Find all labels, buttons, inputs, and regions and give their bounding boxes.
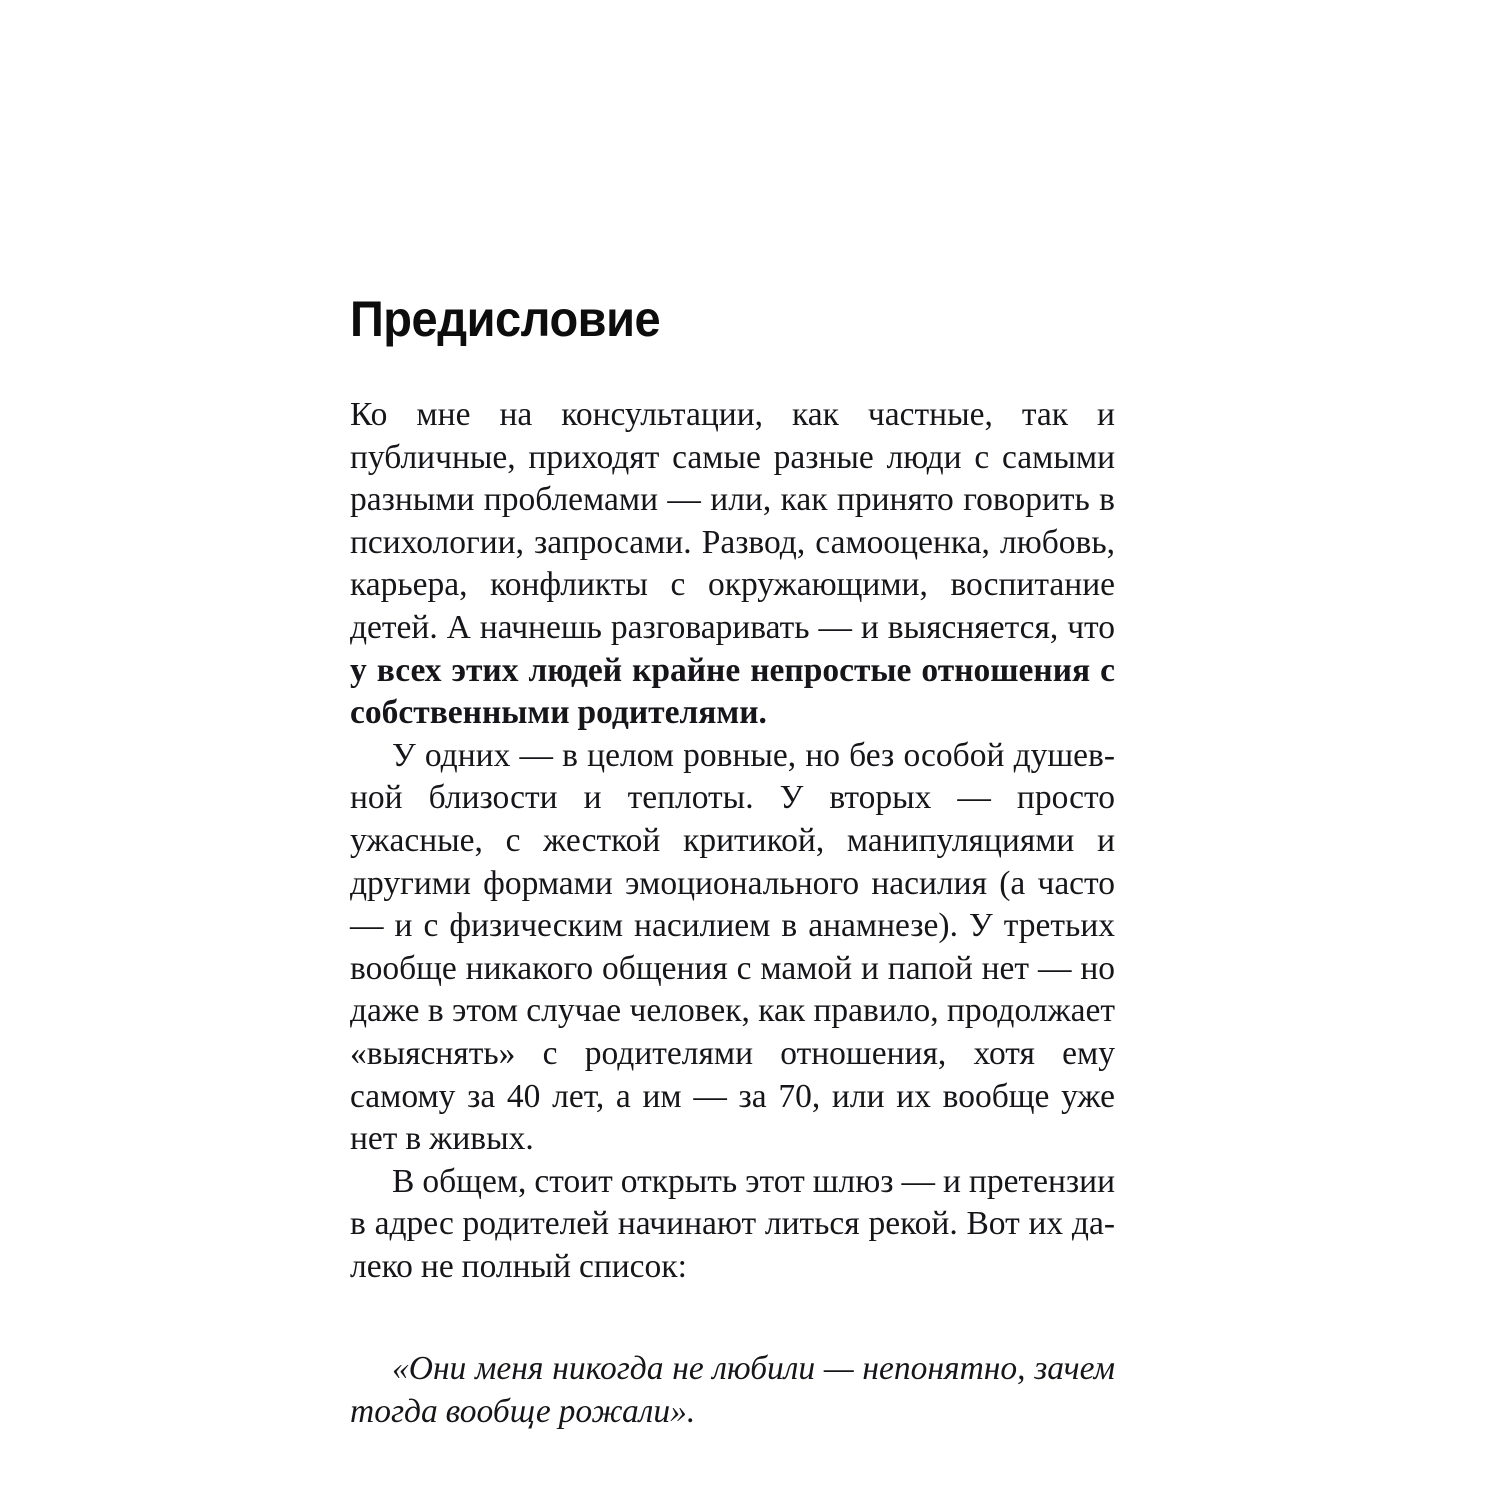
- body-copy: [350, 394, 1115, 1288]
- paragraph-1-run-regular: Ко мне на консультации, как частные, так и публичные, приходят самые разные люди с самыми разными проблемами — или, как принято говорить в психологии, запросами. Развод, самооценка, любовь, карьера, конфликты с окружающими, воспитание детей. А начнешь разговаривать — и выясняется, что: [350, 396, 1115, 646]
- paragraph-1: [350, 394, 1115, 735]
- paragraph-3-run-regular: В общем, стоит открыть этот шлюз — и претензии в адрес родителей начинают литься рекой. Вот их далеко не полный список:: [350, 1162, 1115, 1285]
- paragraph-1-run-bold: у всех этих людей крайне непростые отношения с собственными родителями.: [350, 651, 1115, 732]
- page-title: Предисловие: [350, 291, 661, 347]
- paragraph-2: [350, 735, 1115, 1161]
- paragraph-2-run-regular: У одних — в целом ровные, но без особой душевной близости и теплоты. У вторых — просто ужасные, с жесткой критикой, манипуляциями и другими формами эмоционального насилия (а часто — и с физическим насилием в анамнезе). У третьих вообще никакого общения с мамой и папой нет — но даже в этом случае человек, как правило, продолжает «выяснять» с родителями отношения, хотя ему самому за 40 лет, а им — за 70, или их вообще уже нет в живых.: [350, 736, 1115, 1158]
- text-column: [350, 0, 1115, 1434]
- paragraph-3: [350, 1161, 1115, 1289]
- quote-block: [350, 1348, 1115, 1433]
- italic-quotation-1: «Они меня никогда не любили — непонятно, зачем тогда вообще рожали».: [350, 1350, 1115, 1431]
